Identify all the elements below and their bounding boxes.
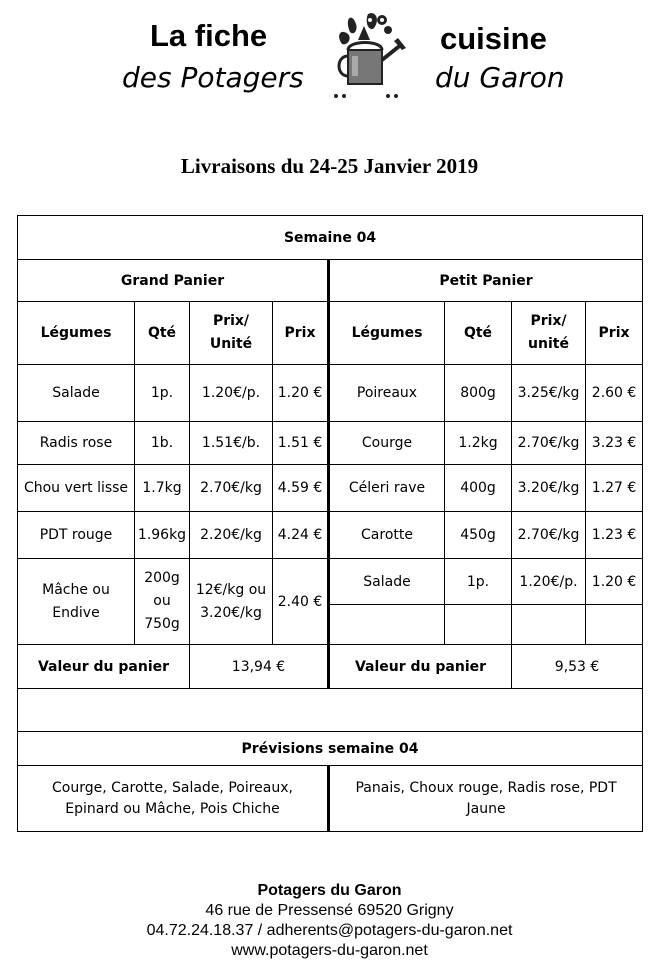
grand-qte: 200g ou 750g [135,559,190,645]
footer-website[interactable]: www.potagers-du-garon.net [231,942,428,959]
footer-address: 46 rue de Pressensé 69520 Grigny [205,902,454,919]
grand-col-legumes: Légumes [18,302,135,365]
grand-legume: Salade [18,365,135,422]
petit-legume: Courge [329,422,445,465]
grand-legume: PDT rouge [18,512,135,559]
grand-legume: Chou vert lisse [18,465,135,512]
petit-prix: 1.20 € [586,559,643,605]
empty-cell [329,605,445,645]
petit-panier-title: Petit Panier [329,260,643,302]
grand-prix: 1.51 € [273,422,329,465]
empty-cell [512,605,586,645]
petit-prix-unite: 3.20€/kg [512,465,586,512]
grand-prix-unite: 1.51€/b. [190,422,273,465]
footer [0,881,659,961]
petit-qte: 400g [445,465,512,512]
petit-prix-unite: 2.70€/kg [512,422,586,465]
grand-prix-unite: 2.20€/kg [190,512,273,559]
petit-legume: Carotte [329,512,445,559]
petit-qte: 1.2kg [445,422,512,465]
delivery-headline: Livraisons du 24-25 Janvier 2019 [180,154,479,178]
grand-col-prix-unite: Prix/ Unité [190,302,273,365]
empty-cell [586,605,643,645]
grand-valeur: 13,94 € [190,645,329,689]
table-row [18,422,643,465]
header-title-left: La fiche [150,18,268,53]
grand-prix-unite: 1.20€/p. [190,365,273,422]
spacer-row [18,689,643,732]
grand-qte: 1b. [135,422,190,465]
table-row [18,465,643,512]
grand-col-prix: Prix [273,302,329,365]
petit-prix-unite: 3.25€/kg [512,365,586,422]
grand-legume: Radis rose [18,422,135,465]
grand-prix-unite: 12€/kg ou 3.20€/kg [190,559,273,645]
grand-valeur-label: Valeur du panier [18,645,190,689]
table-row [18,365,643,422]
petit-col-qte: Qté [445,302,512,365]
header-script-right: du Garon [435,61,565,94]
empty-cell [445,605,512,645]
footer-contact[interactable]: 04.72.24.18.37 / adherents@potagers-du-garon.net [146,922,513,939]
petit-prix: 1.27 € [586,465,643,512]
table-row [18,512,643,559]
petit-col-prix: Prix [586,302,643,365]
week-label: Semaine 04 [18,216,643,260]
petit-prix-unite: 2.70€/kg [512,512,586,559]
petit-prix: 1.23 € [586,512,643,559]
grand-prix-unite: 2.70€/kg [190,465,273,512]
petit-prix-unite: 1.20€/p. [512,559,586,605]
previsions-title: Prévisions semaine 04 [18,732,643,766]
petit-valeur: 9,53 € [512,645,643,689]
petit-qte: 1p. [445,559,512,605]
previsions-grand: Courge, Carotte, Salade, Poireaux, Epinard ou Mâche, Pois Chiche [18,766,329,832]
petit-prix: 3.23 € [586,422,643,465]
grand-prix: 2.40 € [273,559,329,645]
petit-col-legumes: Légumes [329,302,445,365]
petit-legume: Poireaux [329,365,445,422]
footer-org: Potagers du Garon [257,882,402,899]
watering-can-logo [330,10,410,100]
grand-qte: 1p. [135,365,190,422]
grand-prix: 4.59 € [273,465,329,512]
table-row [18,559,643,605]
petit-legume: Céleri rave [329,465,445,512]
header-script-left: des Potagers [122,61,304,94]
grand-col-qte: Qté [135,302,190,365]
petit-col-prix-unite: Prix/ unité [512,302,586,365]
grand-legume: Mâche ou Endive [18,559,135,645]
petit-qte: 450g [445,512,512,559]
header-title-right: cuisine [440,21,547,56]
grand-qte: 1.96kg [135,512,190,559]
petit-legume: Salade [329,559,445,605]
petit-valeur-label: Valeur du panier [329,645,512,689]
grand-qte: 1.7kg [135,465,190,512]
petit-prix: 2.60 € [586,365,643,422]
petit-qte: 800g [445,365,512,422]
basket-table [17,215,643,832]
grand-panier-title: Grand Panier [18,260,329,302]
previsions-petit: Panais, Choux rouge, Radis rose, PDT Jaune [329,766,643,832]
grand-prix: 4.24 € [273,512,329,559]
grand-prix: 1.20 € [273,365,329,422]
